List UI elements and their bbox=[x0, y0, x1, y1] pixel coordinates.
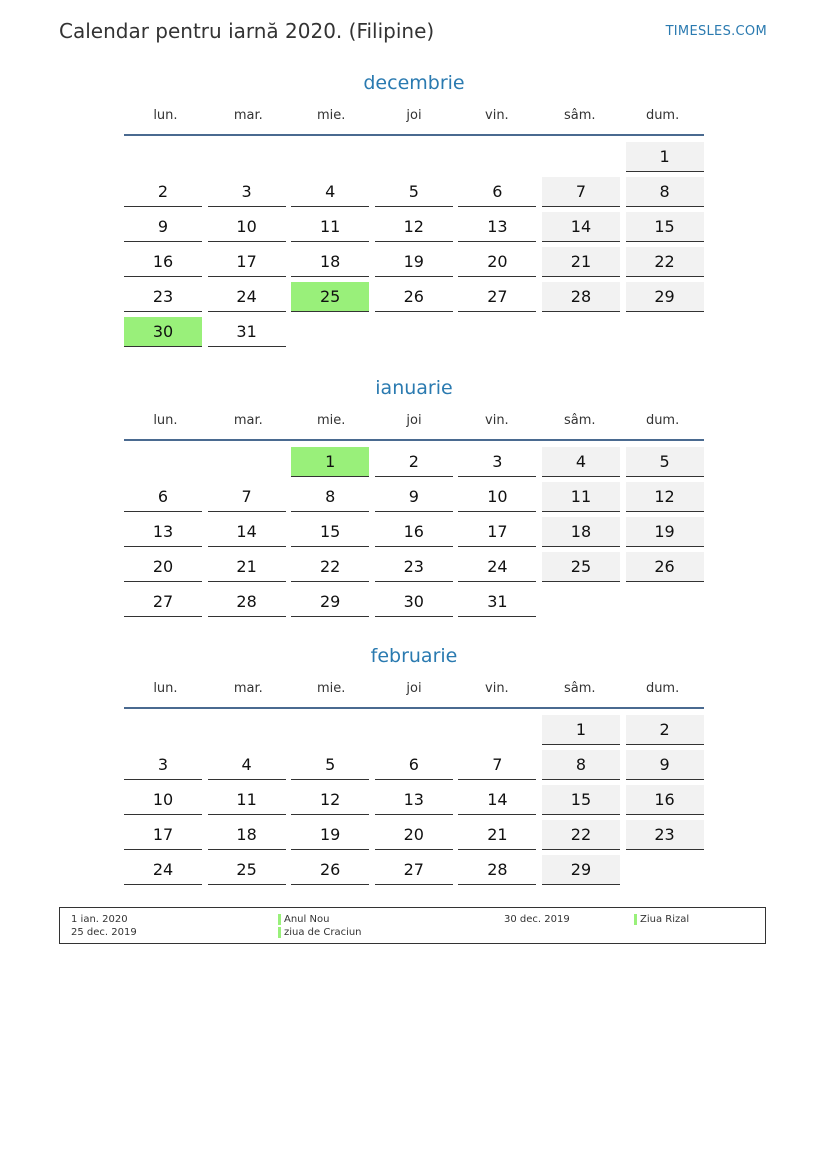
day-cell: 6 bbox=[124, 482, 202, 512]
day-cell: 9 bbox=[375, 482, 453, 512]
day-cell: 21 bbox=[458, 820, 536, 850]
weekday-label: lun. bbox=[153, 681, 178, 696]
day-cell: 8 bbox=[542, 750, 620, 780]
legend-date: 25 dec. 2019 bbox=[71, 927, 137, 938]
day-cell: 11 bbox=[291, 212, 369, 242]
day-cell: 24 bbox=[458, 552, 536, 582]
weekday-label: joi bbox=[406, 413, 422, 428]
legend-holiday: ziua de Craciun bbox=[278, 926, 362, 939]
weekday-label: sâm. bbox=[563, 108, 596, 123]
empty-cell bbox=[124, 142, 202, 172]
day-cell: 26 bbox=[626, 552, 704, 582]
legend-row bbox=[60, 926, 765, 939]
day-cell: 23 bbox=[626, 820, 704, 850]
weekday-label: dum. bbox=[645, 413, 680, 428]
day-cell: 10 bbox=[208, 212, 286, 242]
day-cell: 20 bbox=[375, 820, 453, 850]
legend-date: 1 ian. 2020 bbox=[71, 914, 128, 925]
empty-cell bbox=[124, 447, 202, 477]
day-grid bbox=[124, 715, 704, 885]
day-cell: 5 bbox=[291, 750, 369, 780]
weekday-label: sâm. bbox=[563, 413, 596, 428]
day-cell: 15 bbox=[542, 785, 620, 815]
day-cell: 7 bbox=[542, 177, 620, 207]
day-cell: 17 bbox=[208, 247, 286, 277]
day-cell: 17 bbox=[458, 517, 536, 547]
day-cell: 12 bbox=[291, 785, 369, 815]
weekday-label: dum. bbox=[645, 681, 680, 696]
weekday-header bbox=[124, 106, 704, 136]
day-cell: 10 bbox=[124, 785, 202, 815]
day-cell: 25 bbox=[208, 855, 286, 885]
day-cell: 24 bbox=[208, 282, 286, 312]
weekday-label: joi bbox=[406, 681, 422, 696]
empty-cell bbox=[291, 715, 369, 745]
day-cell: 4 bbox=[542, 447, 620, 477]
legend-row bbox=[60, 913, 765, 926]
empty-cell bbox=[208, 142, 286, 172]
day-cell: 2 bbox=[124, 177, 202, 207]
day-cell: 5 bbox=[626, 447, 704, 477]
day-cell: 10 bbox=[458, 482, 536, 512]
holiday-day-cell: 25 bbox=[291, 282, 369, 312]
day-cell: 5 bbox=[375, 177, 453, 207]
day-cell: 26 bbox=[291, 855, 369, 885]
day-cell: 8 bbox=[291, 482, 369, 512]
weekday-label: mar. bbox=[233, 108, 263, 123]
day-cell: 14 bbox=[458, 785, 536, 815]
month-december bbox=[124, 70, 704, 347]
day-cell: 4 bbox=[291, 177, 369, 207]
page-title: Calendar pentru iarnă 2020. (Filipine) bbox=[59, 19, 435, 43]
day-cell: 29 bbox=[626, 282, 704, 312]
day-cell: 9 bbox=[124, 212, 202, 242]
legend-holiday: Anul Nou bbox=[278, 913, 329, 926]
day-cell: 21 bbox=[542, 247, 620, 277]
legend-holiday: Ziua Rizal bbox=[634, 913, 689, 926]
day-cell: 22 bbox=[542, 820, 620, 850]
day-cell: 30 bbox=[375, 587, 453, 617]
day-cell: 20 bbox=[124, 552, 202, 582]
day-cell: 12 bbox=[626, 482, 704, 512]
holiday-day-cell: 30 bbox=[124, 317, 202, 347]
day-cell: 28 bbox=[208, 587, 286, 617]
empty-cell bbox=[208, 715, 286, 745]
day-cell: 18 bbox=[542, 517, 620, 547]
month-february bbox=[124, 643, 704, 885]
day-cell: 1 bbox=[626, 142, 704, 172]
weekday-label: lun. bbox=[153, 108, 178, 123]
day-cell: 22 bbox=[626, 247, 704, 277]
day-cell: 18 bbox=[291, 247, 369, 277]
weekday-label: lun. bbox=[153, 413, 178, 428]
weekday-label: vin. bbox=[485, 681, 509, 696]
holiday-day-cell: 1 bbox=[291, 447, 369, 477]
month-title: decembrie bbox=[363, 72, 465, 94]
day-cell: 14 bbox=[542, 212, 620, 242]
holiday-color-marker bbox=[278, 914, 281, 925]
empty-cell bbox=[208, 447, 286, 477]
day-cell: 3 bbox=[124, 750, 202, 780]
day-cell: 22 bbox=[291, 552, 369, 582]
day-cell: 13 bbox=[124, 517, 202, 547]
day-cell: 2 bbox=[626, 715, 704, 745]
day-cell: 23 bbox=[375, 552, 453, 582]
day-cell: 27 bbox=[124, 587, 202, 617]
day-cell: 27 bbox=[458, 282, 536, 312]
empty-cell bbox=[458, 715, 536, 745]
site-link[interactable]: TIMESLES.COM bbox=[665, 24, 767, 39]
day-cell: 31 bbox=[458, 587, 536, 617]
day-cell: 6 bbox=[375, 750, 453, 780]
month-january bbox=[124, 375, 704, 617]
day-cell: 21 bbox=[208, 552, 286, 582]
empty-cell bbox=[375, 142, 453, 172]
day-cell: 13 bbox=[458, 212, 536, 242]
day-cell: 25 bbox=[542, 552, 620, 582]
day-cell: 1 bbox=[542, 715, 620, 745]
day-cell: 26 bbox=[375, 282, 453, 312]
day-grid bbox=[124, 142, 704, 347]
day-cell: 28 bbox=[542, 282, 620, 312]
day-cell: 17 bbox=[124, 820, 202, 850]
empty-cell bbox=[458, 142, 536, 172]
month-title: februarie bbox=[370, 645, 458, 667]
day-cell: 14 bbox=[208, 517, 286, 547]
month-title: ianuarie bbox=[375, 377, 453, 399]
day-cell: 31 bbox=[208, 317, 286, 347]
day-cell: 8 bbox=[626, 177, 704, 207]
day-grid bbox=[124, 447, 704, 617]
weekday-label: mie. bbox=[316, 681, 346, 696]
weekday-label: sâm. bbox=[563, 681, 596, 696]
weekday-label: dum. bbox=[645, 108, 680, 123]
day-cell: 20 bbox=[458, 247, 536, 277]
day-cell: 28 bbox=[458, 855, 536, 885]
day-cell: 7 bbox=[458, 750, 536, 780]
day-cell: 15 bbox=[291, 517, 369, 547]
day-cell: 19 bbox=[626, 517, 704, 547]
day-cell: 19 bbox=[291, 820, 369, 850]
day-cell: 3 bbox=[208, 177, 286, 207]
day-cell: 16 bbox=[124, 247, 202, 277]
day-cell: 15 bbox=[626, 212, 704, 242]
empty-cell bbox=[124, 715, 202, 745]
day-cell: 24 bbox=[124, 855, 202, 885]
day-cell: 3 bbox=[458, 447, 536, 477]
day-cell: 11 bbox=[542, 482, 620, 512]
weekday-label: vin. bbox=[485, 413, 509, 428]
weekday-label: joi bbox=[406, 108, 422, 123]
day-cell: 27 bbox=[375, 855, 453, 885]
day-cell: 9 bbox=[626, 750, 704, 780]
day-cell: 16 bbox=[626, 785, 704, 815]
day-cell: 7 bbox=[208, 482, 286, 512]
weekday-label: mie. bbox=[316, 413, 346, 428]
day-cell: 29 bbox=[291, 587, 369, 617]
day-cell: 12 bbox=[375, 212, 453, 242]
day-cell: 23 bbox=[124, 282, 202, 312]
day-cell: 29 bbox=[542, 855, 620, 885]
weekday-label: mie. bbox=[316, 108, 346, 123]
weekday-label: vin. bbox=[485, 108, 509, 123]
holiday-color-marker bbox=[278, 927, 281, 938]
weekday-label: mar. bbox=[233, 413, 263, 428]
day-cell: 6 bbox=[458, 177, 536, 207]
weekday-header bbox=[124, 411, 704, 441]
holiday-color-marker bbox=[634, 914, 637, 925]
day-cell: 13 bbox=[375, 785, 453, 815]
day-cell: 19 bbox=[375, 247, 453, 277]
weekday-label: mar. bbox=[233, 681, 263, 696]
weekday-header bbox=[124, 679, 704, 709]
day-cell: 4 bbox=[208, 750, 286, 780]
holiday-legend bbox=[59, 907, 766, 944]
empty-cell bbox=[542, 142, 620, 172]
empty-cell bbox=[291, 142, 369, 172]
day-cell: 11 bbox=[208, 785, 286, 815]
day-cell: 18 bbox=[208, 820, 286, 850]
legend-date: 30 dec. 2019 bbox=[504, 914, 570, 925]
day-cell: 16 bbox=[375, 517, 453, 547]
day-cell: 2 bbox=[375, 447, 453, 477]
empty-cell bbox=[375, 715, 453, 745]
